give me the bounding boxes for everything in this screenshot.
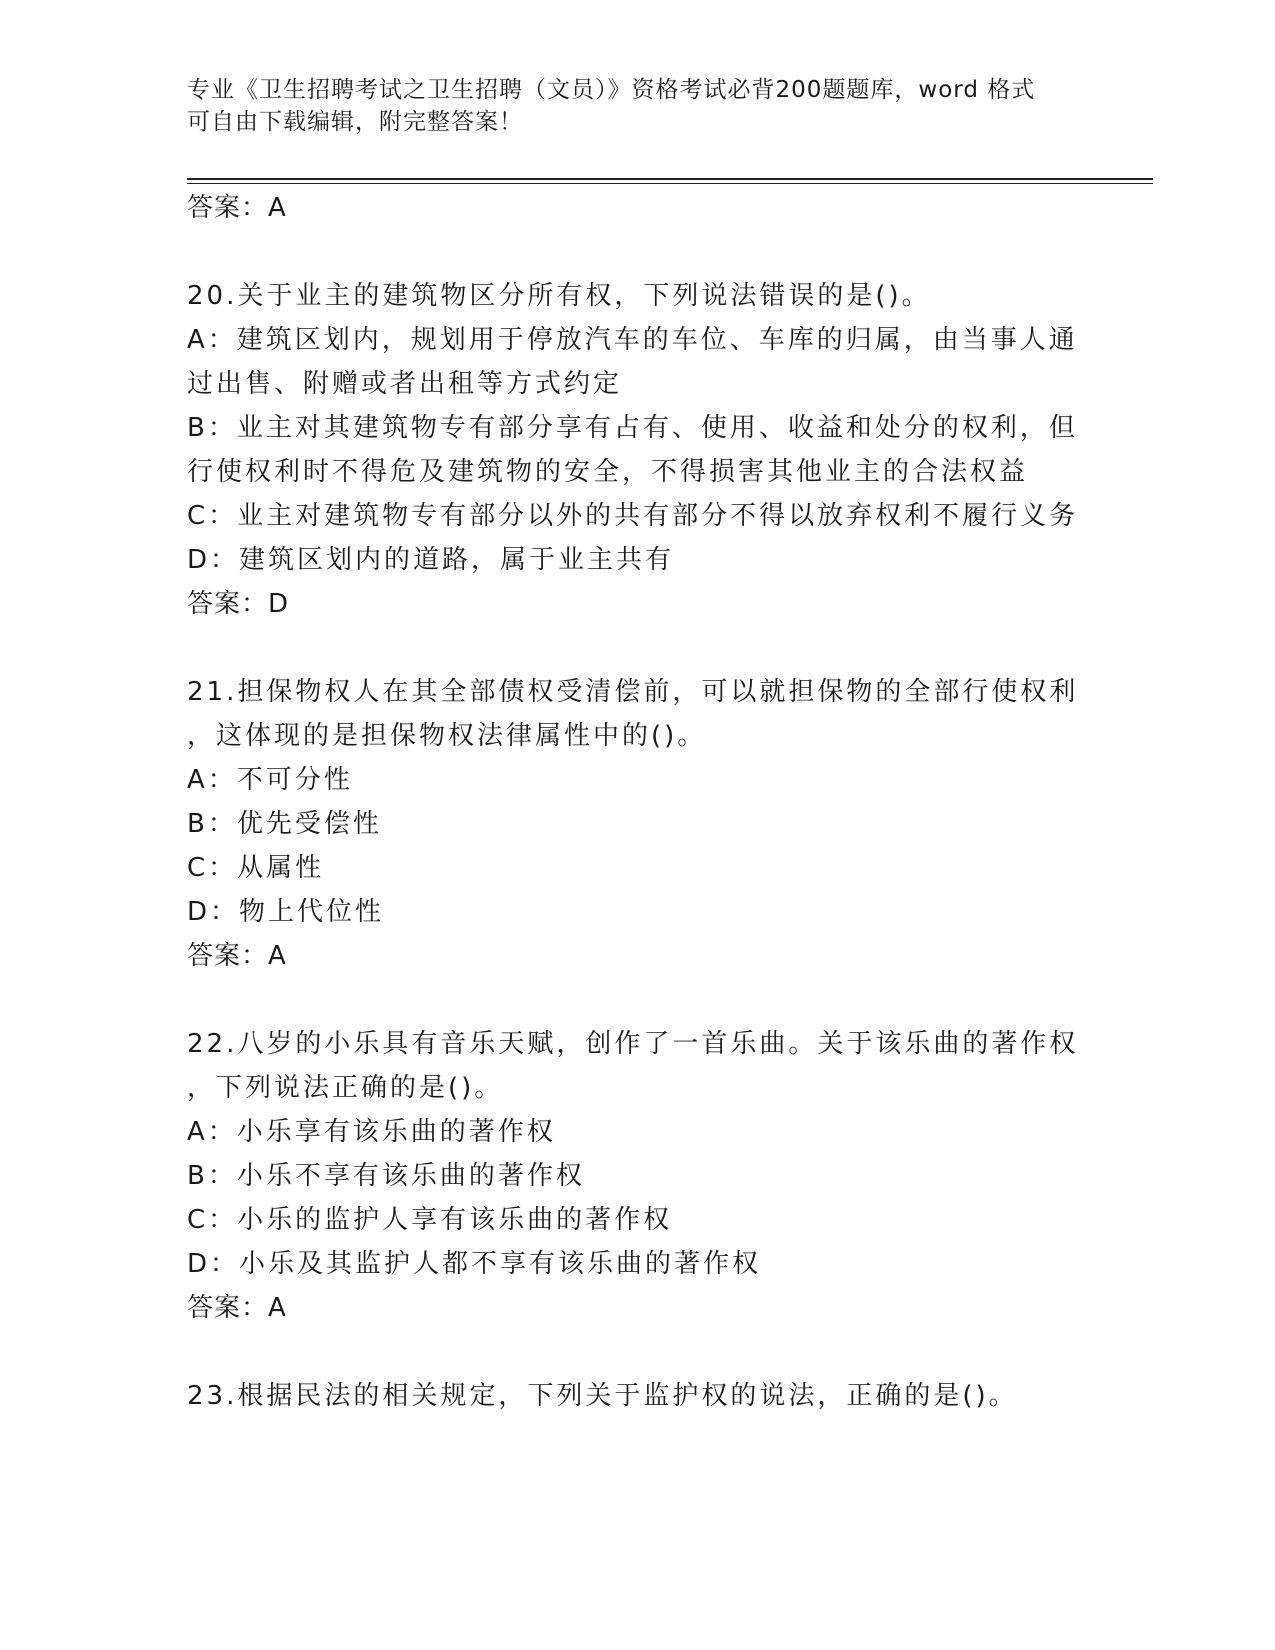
question-21-answer: 答案：A	[187, 941, 287, 971]
question-22-option-a: A：小乐享有该乐曲的著作权	[187, 1117, 556, 1147]
question-20-option-c: C：业主对建筑物专有部分以外的共有部分不得以放弃权利不履行义务	[187, 501, 1079, 531]
question-21-stem-line2: ，这体现的是担保物权法律属性中的()。	[187, 721, 707, 751]
header-line-1: 专业《卫生招聘考试之卫生招聘（文员）》资格考试必背200题题库，word 格式	[187, 77, 1036, 103]
question-20-option-b-line2: 行使权利时不得危及建筑物的安全，不得损害其他业主的合法权益	[187, 457, 1029, 487]
question-23-stem: 23.根据民法的相关规定，下列关于监护权的说法，正确的是()。	[187, 1381, 1018, 1411]
question-20-option-b-line1: B：业主对其建筑物专有部分享有占有、使用、收益和处分的权利，但	[187, 413, 1078, 443]
question-22-stem-line2: ，下列说法正确的是()。	[187, 1073, 504, 1103]
question-21-option-b: B：优先受偿性	[187, 809, 382, 839]
question-21-stem-line1: 21.担保物权人在其全部债权受清偿前，可以就担保物的全部行使权利	[187, 677, 1079, 707]
question-20-option-d: D：建筑区划内的道路，属于业主共有	[187, 545, 675, 575]
question-20-stem: 20.关于业主的建筑物区分所有权，下列说法错误的是()。	[187, 281, 931, 311]
question-21-option-d: D：物上代位性	[187, 897, 385, 927]
question-22-stem-line1: 22.八岁的小乐具有音乐天赋，创作了一首乐曲。关于该乐曲的著作权	[187, 1029, 1079, 1059]
question-21-option-a: A：不可分性	[187, 765, 353, 795]
answer-top: 答案：A	[187, 193, 287, 223]
question-20-answer: 答案：D	[187, 589, 290, 619]
question-22-option-c: C：小乐的监护人享有该乐曲的著作权	[187, 1205, 673, 1235]
question-22-answer: 答案：A	[187, 1293, 287, 1323]
question-22-option-b: B：小乐不享有该乐曲的著作权	[187, 1161, 585, 1191]
question-20-option-a-line2: 过出售、附赠或者出租等方式约定	[187, 369, 623, 399]
question-21-option-c: C：从属性	[187, 853, 325, 883]
header-rule-thin	[187, 183, 1153, 184]
question-22-option-d: D：小乐及其监护人都不享有该乐曲的著作权	[187, 1249, 762, 1279]
header-rule-thick	[187, 178, 1153, 180]
header-line-2: 可自由下载编辑，附完整答案！	[187, 109, 523, 135]
document-header	[187, 74, 1077, 138]
question-20-option-a-line1: A：建筑区划内，规划用于停放汽车的车位、车库的归属，由当事人通	[187, 325, 1078, 355]
